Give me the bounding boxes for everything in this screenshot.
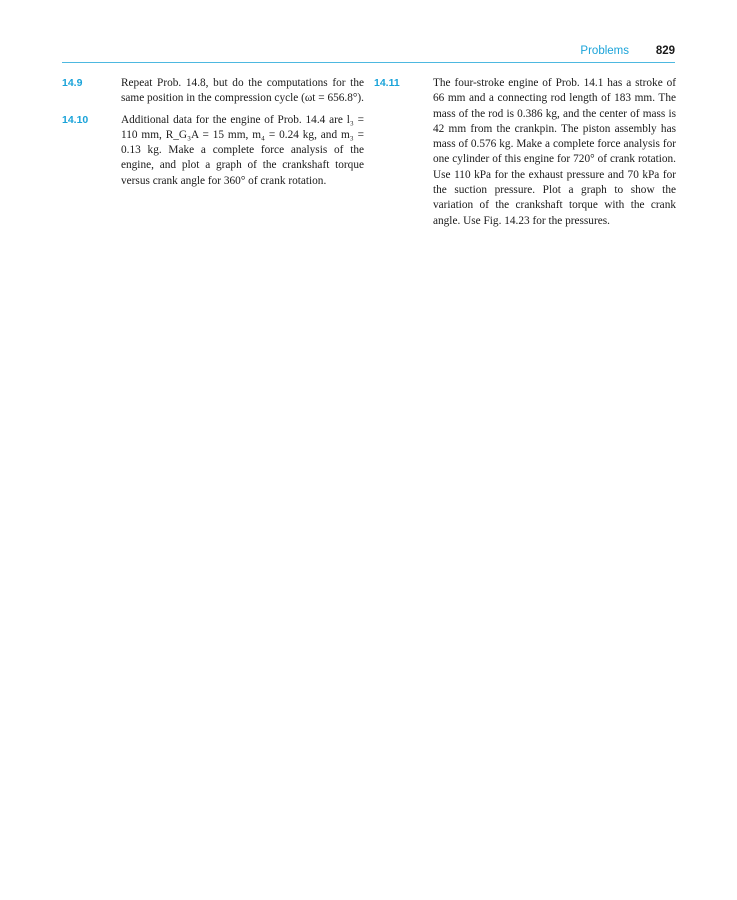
page-header: [62, 44, 675, 63]
problem-14-11: [374, 76, 676, 229]
problem-number: 14.11: [374, 77, 400, 89]
problem-number: 14.9: [62, 77, 83, 89]
left-column: [62, 76, 364, 195]
section-title: Problems: [580, 45, 629, 57]
problem-14-10: [62, 113, 364, 189]
problem-text: Repeat Prob. 14.8, but do the computations for the same position in the compression cycle (ωt = 656.8°).: [121, 77, 364, 105]
problem-number: 14.10: [62, 113, 89, 126]
page-number: 829: [655, 45, 675, 57]
right-column: [374, 76, 676, 235]
problem-text: The four-stroke engine of Prob. 14.1 has a stroke of 66 mm and a connecting rod length of 183 mm. The mass of the rod is 0.386 kg, and the center of mass is 42 mm from the crankpin. The piston assembly has mass of 0.576 kg. Make a complete force analysis for one cylinder of this engine for 720° of crank rotation. Use 110 kPa for the exhaust pressure and 70 kPa for the suction pressure. Plot a graph to show the variation of the crankshaft torque with the crank angle. Use Fig. 14.23 for the pressures.: [433, 77, 676, 227]
problem-text: Additional data for the engine of Prob. 14.4 are l₃ = 110 mm, R_G₃A = 15 mm, m₄ = 0.24 kg, and m₃ = 0.13 kg. Make a complete force analysis of the engine, and plot a graph of the crankshaft torque versus crank angle for 360° of crank rotation.: [121, 113, 364, 187]
problem-14-9: [62, 76, 364, 107]
